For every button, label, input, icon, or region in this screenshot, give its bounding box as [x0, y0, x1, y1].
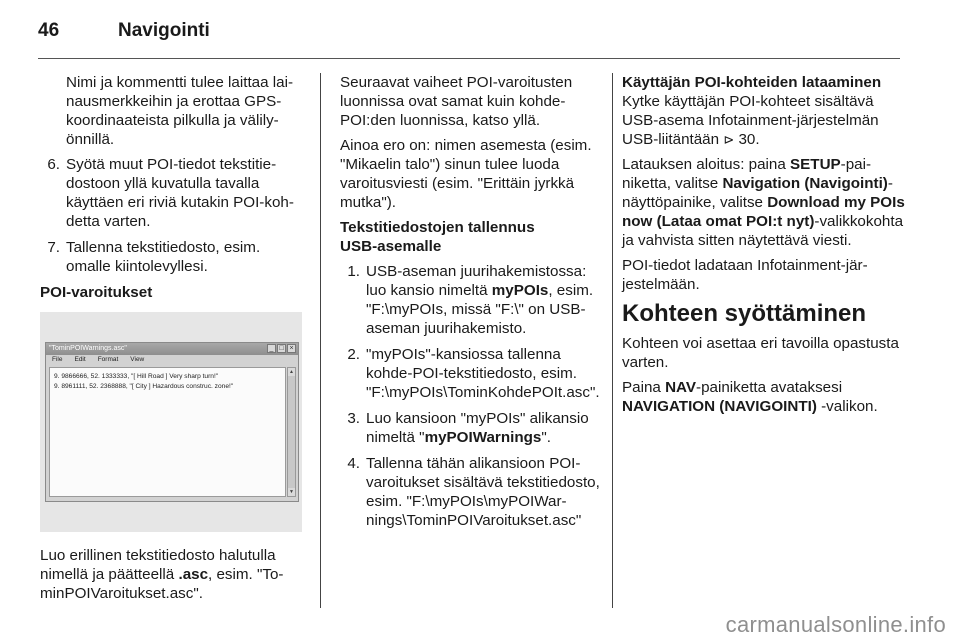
- scroll-down-icon: ▼: [289, 489, 294, 495]
- page-title: Navigointi: [118, 20, 210, 41]
- scroll-up-icon: ▲: [289, 369, 294, 375]
- list-item-number: 2.: [347, 346, 360, 363]
- page-reference-icon: ⊳: [723, 132, 735, 147]
- window-menubar: [46, 355, 298, 365]
- list-item: 4. Tallenna tähän alikansioon POI-varoitukset sisältävä tekstitiedosto, esim. "F:\myPOIs\myPOIWarnings\TominPOIVaroitukset.asc": [340, 454, 602, 530]
- text-area: [49, 367, 286, 497]
- list-item-text: Tallenna tekstitiedosto, esim. omalle kiintolevyllesi.: [66, 239, 261, 275]
- usb-steps-list: [340, 262, 602, 530]
- main-heading-destination: Kohteen syöttäminen: [622, 300, 867, 327]
- list-item-number: 4.: [347, 455, 360, 472]
- paragraph-only-difference: Ainoa ero on: nimen asemesta (esim. "Mikaelin talo") sinun tulee luoda varoitusviesti (esim. "Erittäin jyrkkä mutka").: [340, 137, 592, 211]
- notepad-window: [45, 342, 299, 502]
- menu-edit: Edit: [74, 356, 86, 363]
- list-item-text: Syötä muut POI-tiedot tekstitiedostoon yllä kuvatulla tavalla käyttäen eri riviä kutakin POI-kohdetta varten.: [66, 156, 294, 230]
- vertical-scrollbar: [287, 367, 296, 497]
- steps-list: [40, 155, 302, 276]
- minimize-icon: _: [267, 344, 276, 353]
- paragraph-start-loading: Latauksen aloitus: paina SETUP-painiketta, valitse Navigation (Navigointi)-näyttöpainike, valitse Download my POIs now (Lataa omat POI:t nyt)-valikkokohta ja vahvista sitten näytettävä viesti.: [622, 156, 905, 249]
- list-item-number: 1.: [347, 263, 360, 280]
- section-heading-poi-warnings: POI-varoitukset: [40, 284, 153, 301]
- column-divider-1: [320, 73, 321, 608]
- column-1: [40, 73, 302, 609]
- window-title: "TominPOIWarnings.asc": [49, 345, 127, 352]
- list-item-number: 6.: [47, 156, 60, 173]
- list-item: 1. USB-aseman juurihakemistossa: luo kansio nimeltä myPOIs, esim. "F:\myPOIs, missä "F:\" on USB-aseman juurihakemisto.: [340, 262, 602, 338]
- paragraph-set-destination: Kohteen voi asettaa eri tavoilla opastusta varten.: [622, 335, 899, 371]
- paragraph-connect-usb: Kytke käyttäjän POI-kohteet sisältävä USB-asema Infotainment-järjestelmän USB-liitäntään ⊳ 30.: [622, 93, 879, 148]
- section-heading-load-pois: Käyttäjän POI-kohteiden lataaminen: [622, 74, 882, 91]
- text-line: 9. 8961111, 52. 2368888, "[ City ] Hazardous construc. zone!": [54, 383, 234, 390]
- paragraph-steps-same: Seuraavat vaiheet POI-varoitusten luonnissa ovat samat kuin kohde-POI:den luonnissa, katso yllä.: [340, 74, 573, 129]
- watermark: carmanualsonline.info: [725, 612, 946, 637]
- notepad-screenshot: [40, 312, 302, 532]
- continued-paragraph: Nimi ja kommentti tulee laittaa lainausmerkkeihin ja erottaa GPS-koordinaateista pilkulla ja välilyönnillä.: [66, 74, 294, 148]
- column-2: [340, 73, 602, 537]
- text-line: 9. 9866666, 52. 1333333, "[ Hill Road ] Very sharp turn!": [54, 373, 219, 380]
- paragraph-create-file: Luo erillinen tekstitiedosto halutulla nimellä ja päätteellä .asc, esim. "TominPOIVaroitukset.asc".: [40, 547, 284, 602]
- window-titlebar: [46, 343, 298, 355]
- section-heading-save-usb: Tekstitiedostojen tallennus USB-asemalle: [340, 219, 535, 255]
- list-item: 2. "myPOIs"-kansiossa tallenna kohde-POI-tekstitiedosto, esim. "F:\myPOIs\TominKohdePOIt.asc".: [340, 345, 602, 402]
- paragraph-press-nav: Paina NAV-painiketta avataksesi NAVIGATION (NAVIGOINTI) -valikon.: [622, 379, 878, 415]
- page-number: 46: [38, 20, 60, 41]
- list-item-number: 3.: [347, 410, 360, 427]
- maximize-icon: □: [277, 344, 286, 353]
- menu-file: File: [52, 356, 63, 363]
- list-item-number: 7.: [47, 239, 60, 256]
- list-item: [40, 238, 302, 276]
- menu-format: Format: [97, 356, 119, 363]
- menu-view: View: [130, 356, 145, 363]
- column-3: [622, 73, 905, 422]
- paragraph-pois-loaded: POI-tiedot ladataan Infotainment-järjestelmään.: [622, 257, 868, 293]
- list-item: 3. Luo kansioon "myPOIs" alikansio nimeltä "myPOIWarnings".: [340, 409, 602, 447]
- list-item: [40, 155, 302, 231]
- close-icon: ×: [287, 344, 296, 353]
- header-rule: [38, 58, 900, 59]
- column-divider-2: [612, 73, 613, 608]
